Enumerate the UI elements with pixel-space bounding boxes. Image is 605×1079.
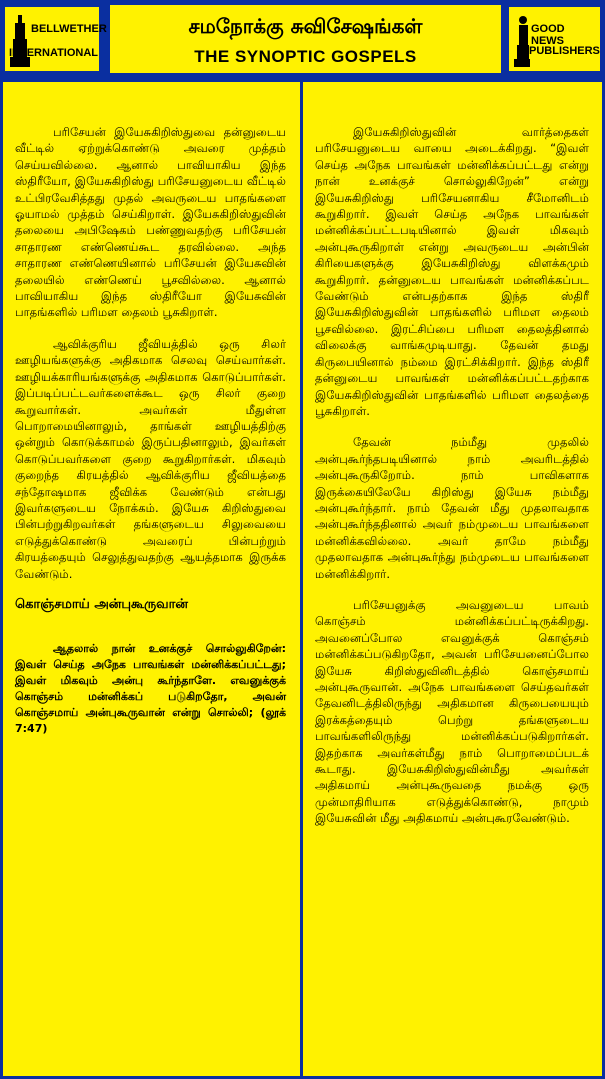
good-news-logo [507, 5, 602, 73]
paragraph: தேவன் நம்மீது முதலில் அன்புகூர்ந்தபடியினால் நாம் அவரிடத்தில் அன்புகூருகிறோம். நாம் பாவிகளாக இருக்கையிலேயே கிறிஸ்து இயேசு நம்மீது அன்புகூர்ந்தார். நாம் தேவன் மீது முதலாவதாக அன்புகூர்ந்ததினால் அவர் நம்முடைய பாவங்களை மன்னிக்கவில்லை. அவர் தாமே நம்மீது முதலாவதாக அன்புகூர்ந்து நம்முடைய பாவங்களை மன்னிக்கிறார். [315, 435, 589, 581]
title-tamil: சமநோக்கு சுவிசேஷங்கள் [188, 14, 423, 38]
paragraph: ஆவிக்குரிய ஜீவியத்தில் ஒரு சிலர் ஊழியங்களுக்கு அதிகமாக செலவு செய்வார்கள். ஊழியக்காரியங்களுக்கு அதிகமாக கொடுப்பார்கள். இப்படிப்பட்டவர்களைக்கூட ஒரு சிலர் குறை கூறுவார்கள். அவர்கள் மீதுள்ள பொறாமையினாலும், தாங்கள் ஊழியத்திற்கு ஒன்றும் கொடுக்காமல் இருப்பதினாலும், இவர்கள் கொடுப்பவர்களை குறை கூறுகிறார்கள். மிகவும் குறைந்த கிரயத்தில் ஆவிக்குரிய ஜீவியத்தை சந்தோஷமாக ஜீவிக்க வேண்டும் என்பது இவர்களுடைய நோக்கம். இயேசு கிறிஸ்துவை பின்பற்றுகிறவர்கள் தங்களுடைய சிலுவையை எடுத்துக்கொண்டு அவரைப் பின்பற்றும் கிரயத்தையும் செலுத்துவதற்கு ஆயத்தமாக இருக்க வேண்டும். [15, 336, 286, 581]
title-english: THE SYNOPTIC GOSPELS [194, 47, 417, 66]
right-column [303, 82, 602, 1076]
title-banner [110, 5, 501, 73]
page-header [0, 0, 605, 80]
paragraph: இயேசுகிறிஸ்துவின் வார்த்தைகள் பரிசேயனுடைய வாயை அடைக்கிறது. “இவள் செய்த அநேக பாவங்கள் மன்னிக்கப்பட்டது என்று நான் உனக்குச் சொல்லுகிறேன்” என்று இயேசுகிறிஸ்து பரிசேயனாகிய சீமோனிடம் கூறுகிறார். இவள் செய்த அநேக பாவங்கள் மன்னிக்கப்பட்டபடியினால் இவள் மிகவும் அன்புகூருகிறாள் என்று அவருடைய அன்பின் கிரியைகளுக்கு இயேசுகிறிஸ்து விளக்கமும் கூறுகிறார். தன்னுடைய பாவங்கள் மன்னிக்கப்பட வேண்டும் என்பதற்காக இந்த ஸ்திரீ இயேசுகிறிஸ்துவின் பாதங்களில் பரிமள தைலம் பூசவில்லை. இரட்சிப்பை பரிமள தைலத்தினால் விலைக்கு வாங்கமுடியாது. தேவன் தமது கிருபையினால் நம்மை இரட்சிக்கிறார். இந்த ஸ்திரீ தன்னுடைய பாவங்கள் மன்னிக்கப்பட்டதற்காக இயேசுகிறிஸ்துவின் பாதங்களில் பரிமள தைலத்தை பூசுகிறாள். [315, 125, 589, 418]
logo-text-publishers: PUBLISHERS [529, 45, 600, 57]
trumpet-figure-icon [513, 15, 531, 67]
scripture-quote: ஆதலால் நான் உனக்குச் சொல்லுகிறேன்: இவள் செய்த அநேக பாவங்கள் மன்னிக்கப்பட்டது; இவள் மிகவும் அன்பு கூர்ந்தாளே. எவனுக்குக் கொஞ்சம் மன்னிக்கப் படுகிறதோ, அவன் கொஞ்சமாய் அன்புகூருவான் என்று சொல்லி; (லூக் 7:47) [15, 641, 286, 735]
logo-text-line2: INTERNATIONAL [9, 47, 99, 59]
paragraph: பரிசேயனுக்கு அவனுடைய பாவம் கொஞ்சம் மன்னிக்கப்பட்டிருக்கிறது. அவனைப்போல எவனுக்குக் கொஞ்சம் மன்னிக்கப்படுகிறதோ, அவன் பரிசேயனைப்போல இயேசு கிறிஸ்துவினிடத்தில் கொஞ்சமாய் அன்புகூருவான். அநேக பாவங்களை செய்தவர்கள் தேவனிடத்திலிருந்து அதிகமான கிருபையையும் இரக்கத்தையும் பெற்று தங்களுடைய பாவங்களிலிருந்து மன்னிக்கப்படுகிறார்கள். இதற்காக அவர்கள்மீது நாம் பொறாமைப்படக் கூடாது. இயேசுகிறிஸ்துவின்மீது அவர்கள் அதிகமாய் அன்புகூருவதை நமக்கு ஒரு முன்மாதிரியாக எடுத்துக்கொண்டு, நாமும் இயேசுவின் மீது அதிகமாய் அன்புகூரவேண்டும். [315, 597, 589, 826]
bellwether-logo [3, 5, 107, 73]
logo-text-line1: BELLWETHER [31, 23, 107, 35]
paragraph: பரிசேயன் இயேசுகிறிஸ்துவை தன்னுடைய வீட்டில் ஏற்றுக்கொண்டு அவரை முத்தம் செய்யவில்லை. ஆனால் பாவியாகிய இந்த ஸ்திரீயோ, இயேசுகிறிஸ்து பரிசேயனுடைய வீட்டில் உட்பிரவேசித்தது முதல் அவருடைய பாதங்களை ஓயாமல் முத்தம் செய்கிறாள். இயேசுகிறிஸ்துவின் தலையை அபிஷேகம் பண்ணுவதற்கு பரிசேயன் சாதாரண எண்ணெய்கூட தரவில்லை. அந்த சாதாரண எண்ணெயினால் பரிசேயன் இயேசுவின் தலையில் எண்ணெய் பூசவில்லை. ஆனால் பாவியாகிய இந்த ஸ்திரீயோ இயேசுவின் பாதங்களில் பரிமள தைலம் பூசுகிறாள். [15, 125, 286, 320]
left-column [3, 82, 300, 1076]
bell-tower-icon [9, 15, 31, 67]
section-heading: கொஞ்சமாய் அன்புகூருவான் [15, 596, 188, 612]
logo-text-good-news: GOOD NEWS [531, 23, 565, 47]
